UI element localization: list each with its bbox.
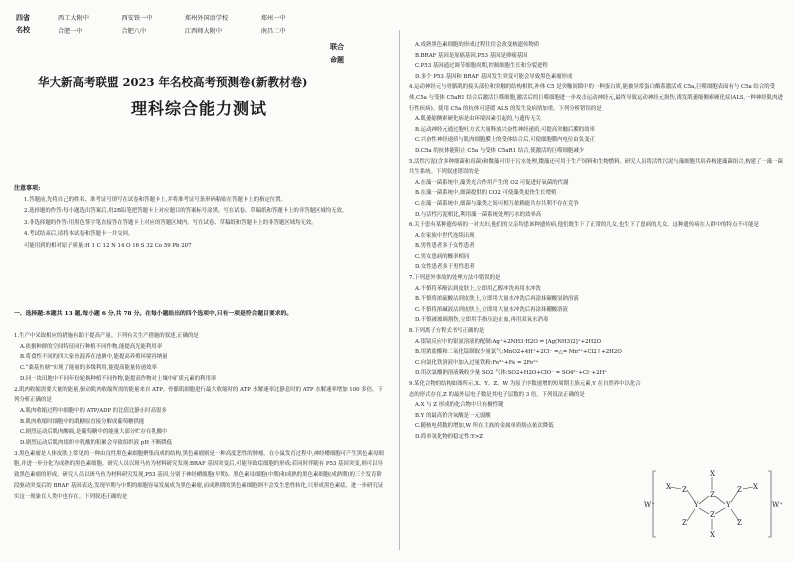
figure-atom-z: Z bbox=[710, 511, 715, 519]
option: B.将食性不同的四大家鱼混养在池塘中,能提高养殖环境容纳量 bbox=[20, 354, 168, 361]
option: A.在藻一菌系统中,藻类光合作用产生的 O2 可促进好氧菌的代谢 bbox=[415, 179, 569, 186]
option: B.不慎将浓硫酸沾到皮肤上,立即用大量水冲洗后再涂抹碳酸氢钠溶液 bbox=[415, 296, 579, 303]
figure-atom-z: Z bbox=[737, 486, 742, 494]
option: C.向氯化铁溶液中加入过量铁粉:Fe³⁺+Fe = 2Fe²⁺ bbox=[415, 359, 539, 366]
union-label bbox=[330, 40, 344, 66]
instruction-item: 4.考试结束后,请将本试卷和答题卡一并交回。 bbox=[24, 231, 134, 238]
instruction-item: 2.选择题的作答:每小题选出答案后,用2B铅笔把答题卡上对应题目的答案标号涂黑。写在试卷、草稿纸和答题卡上的非答题区域均无效。 bbox=[24, 208, 348, 215]
option: C.男女患病的概率相同 bbox=[415, 253, 470, 260]
figure-left-ion: W⁺ bbox=[644, 501, 655, 509]
option: C.P53 基因通过调节细胞周期,控制细胞生长和分裂进程 bbox=[415, 63, 548, 70]
option: B.BRAF 基因是原癌基因,P53 基因是抑癌基因 bbox=[415, 52, 528, 59]
figure-atom-x: X bbox=[666, 483, 671, 491]
question-stem: 7.下列意外事故的处理方法中错误的是 bbox=[409, 275, 501, 282]
option: C.剧烈运动后肌肉酸痛,是葡萄糖中的能量大部分贮存在乳酸中 bbox=[20, 429, 168, 436]
option: B.运动神经元通过胞吐方式大量释放兴奋性神经递质,可提高突触后膜的效率 bbox=[415, 126, 595, 133]
school-name: 西安铁一中 bbox=[121, 15, 153, 22]
instruction-item: 1.答题前,先将自己的姓名、准考证号填写在试卷和答题卡上,并将准考证号条形码粘贴在答题卡上的指定位置。 bbox=[24, 196, 286, 203]
option: C.兴奋性神经递质与肌肉细胞膜上的受体结合后,可使细胞膜内电位由负变正 bbox=[415, 137, 595, 144]
school-name: 合肥一中 bbox=[58, 28, 83, 35]
instruction-item: 3.非选择题的作答:用黑色签字笔直接答在答题卡上对应的答题区域内。写在试卷、草稿纸和答题卡上的非答题区域均无效。 bbox=[24, 219, 317, 226]
column-divider bbox=[399, 30, 400, 550]
figure-atom-x: X bbox=[710, 470, 715, 478]
question-stem: 4.运动神经元与骨骼肌的接头部位和突触的结构相似,补体 C5 是突触间隙中的一种蛋白质,能被异常蛋白酶系激活成 C5a,巨噬细胞表面有与 C5a 结合的受体,C5a 与受体 C5aR1 结合后激活巨噬细胞,激活后的巨噬细胞进一步攻击运动神经元,最终导致运动神经元损伤,诱发肌萎缩侧索硬化症(ALS,一种神经肌肉进行性疾病)。使用 C5a 的抗体可延缓 ALS 的发生及病情加重。下列分析错误的是 bbox=[409, 84, 783, 112]
option: B.用浓盐酸和二氧化锰制取少量氯气:MnO2+4H⁺+2Cl⁻ =△= Mn²⁺+Cl2↑+2H2O bbox=[415, 349, 622, 356]
union-line-1: 联合 bbox=[330, 42, 344, 51]
figure-atom-z: Z bbox=[682, 519, 687, 527]
instructions-heading: 注意事项: bbox=[14, 185, 41, 192]
option: D.女性患者多于男性患者 bbox=[415, 264, 475, 271]
option: D.用次氯酸钠溶液吸收少量 SO2 气体:SO2+H2O+ClO⁻ = SO4²⁻+Cl⁻+2H⁺ bbox=[415, 370, 608, 377]
option: D.多个 P53 基因和 BRAF 基因发生突变可能会导致黑色素瘤形成 bbox=[415, 73, 573, 80]
school-name: 南昌二中 bbox=[260, 28, 286, 35]
question-stem: 2.肌肉收缩需要大量的能量,驱动肌肉收缩所需的能量来自 ATP。骨骼肌细胞进行最大收缩时的 ATP 水解速率比静息时的 ATP 水解速率增加 100 多倍。下列分析正确的是 bbox=[14, 386, 383, 404]
option: C.随核电荷数的增加,W 所在主族的金属单质熔点依次降低 bbox=[415, 423, 554, 430]
school-name: 江西师大附中 bbox=[184, 28, 223, 35]
instructions bbox=[14, 183, 379, 253]
region-line-2: 名校 bbox=[16, 25, 30, 34]
option: A.X 与 Z 形成的化合物中只有极性键 bbox=[415, 402, 504, 409]
option: A.不慎将苯酚沾到皮肤上,立即用乙醇冲洗再用水冲洗 bbox=[415, 285, 541, 292]
question-stem: 6.关于患有某种遗传病的一对夫妇,他们的父亲均患该种遗传病,他们既生下了正常的儿女,也生下了患病的儿女。这种遗传病在人群中的特点不可能是 bbox=[409, 222, 759, 229]
question-stem: 1.生产中采取相应的措施有助于提高产量。下列有关生产措施的叙述,正确的是 bbox=[14, 333, 199, 339]
option: D.同一块田地中不同年份轮换种植不同作物,能提高作物对土壤中矿质元素的利用率 bbox=[20, 375, 217, 382]
figure-atom-x: X bbox=[753, 483, 758, 491]
option: C.“桑基鱼塘”实现了能量的多级利用,能提高能量传递效率 bbox=[20, 365, 157, 372]
region-line-1: 四省 bbox=[16, 13, 30, 22]
option: A.银镜反应中的银氨溶液的配制:Ag⁺+2NH3·H2O ⇌ [Ag(NH3)2]⁺+2H2O bbox=[415, 338, 602, 345]
exam-title: 华大新高考联盟 2023 年名校高考预测卷(新教材卷) bbox=[38, 75, 308, 89]
union-line-2: 命题 bbox=[330, 55, 344, 64]
exam-subtitle: 理科综合能力测试 bbox=[131, 99, 268, 118]
option: D.不慎被玻璃割伤,立即用手指压迫止血,再用双氧水消毒 bbox=[415, 317, 549, 324]
question-stem: 8.下列离子方程式书写正确的是 bbox=[409, 328, 485, 335]
figure-atom-z: Z bbox=[737, 519, 742, 527]
atomic-mass-line: 可能用到的相对原子质量:H 1 C 12 N 14 O 16 S 32 Co 59 Pb 207 bbox=[24, 242, 192, 249]
question-stem: 9.某化合物的结构如图所示,X、Y、Z、W 为原子序数递增的短周期主族元素,Y 在自然界中以化合态的形式存在,Z 的最外层电子数是其电子层数的 3 倍。下列说法正确的是 bbox=[409, 381, 641, 398]
option: B.男性患者多于女性患者 bbox=[415, 243, 475, 250]
figure-atom-x: X bbox=[710, 531, 715, 539]
option: C.不慎将浓碱液沾到皮肤上,立即用大量水冲洗后再涂抹硼酸溶液 bbox=[415, 306, 568, 313]
figure-atom-y: Y bbox=[694, 501, 699, 509]
option: D.C5a 的抗体能阻止 C5a 与受体 C5aR1 结合,使激活的巨噬细胞减少 bbox=[415, 147, 585, 154]
question-stem: 3.黑色素瘤是人体皮肤上常见的一种由良性黑色素细胞聚集而成的结构,黑色素瘤则是一种高度恶性的肿瘤。在小鼠发育过程中,神经嵴细胞可产生黑色素母细胞,并进一步分化为成熟的黑色素细胞。研究人员以斑马鱼为材料研究发现:BRAF 基因突变后,可能导致痣细胞的形成;若同时伴随有 P53 基因突变,则可以导致黑色素瘤的形成。研究人员以斑马鱼为材料研究发现,P53 基因,分别于神经嵴细胞(早期)、黑色素母细胞(中期)和成熟的黑色素细胞(成熟期)的三个发育阶段驱动突变后的 BRAF 基因表达,发现早期与中期的细胞容易发展成为黑色素瘤,而成熟期的黑色素细胞则不会发生恶性转化,只形成黑色素痣。进一步研究证实这一现象在人类中也存在。下列叙述正确的是 bbox=[14, 450, 384, 500]
figure-atom-z: Z bbox=[682, 486, 687, 494]
option: A.成熟黑色素细胞的形成过程往往会改变核遗传物质 bbox=[415, 42, 540, 48]
option: A.依据种群的空间特征同行种植不同作物,能提高光能利用率 bbox=[20, 343, 163, 350]
school-name: 郑州外国语学校 bbox=[184, 15, 229, 22]
figure-atom-y: Y bbox=[726, 501, 731, 509]
question-stem: 5.活性污泥(含多种细菌和真菌)和微藻可用于污水处理,微藻还可用于生产饲料和生物燃料。研究人员将活性污泥与藻细胞共培养构建藻菌组合,构建了一藻一菌共生系统。下列叙述错误的是 bbox=[409, 158, 783, 176]
option: A.在家族中世代连续出现 bbox=[415, 232, 475, 239]
section-heading: 一、选择题:本题共 13 题,每小题 6 分,共 78 分。在每小题给出的四个选项中,只有一项是符合题目要求的。 bbox=[14, 311, 293, 317]
school-name: 郑州一中 bbox=[260, 15, 286, 22]
option: D.简单氢化物的稳定性:Y>Z bbox=[415, 433, 483, 440]
left-questions bbox=[14, 331, 386, 502]
region-label bbox=[16, 12, 30, 36]
school-name: 西工大附中 bbox=[58, 15, 89, 22]
school-name: 合肥八中 bbox=[121, 28, 147, 35]
option: C.在藻一菌系统中,细菌与藻类之间可相互依赖能共存共利不存在竞争 bbox=[415, 200, 579, 207]
figure-right-ion: W⁺ bbox=[772, 501, 783, 509]
option: D.剧烈运动后肌肉组织中乳酸的积累会导致组织液 pH 不断降低 bbox=[20, 440, 173, 447]
right-questions bbox=[409, 40, 787, 443]
structure-figure bbox=[642, 467, 788, 541]
option: B.在藻一菌系统中,细菌提供的 CO2 可使藻类更快生长增殖 bbox=[415, 190, 557, 197]
option: B.Y 的最高价含氧酸是一元弱酸 bbox=[415, 412, 491, 419]
option: A.肌萎缩侧索硬化病是由环境因素引起的,与遗传无关 bbox=[415, 116, 541, 123]
option: B.肌肉收缩时细胞中的肌糖原直接分解成葡萄糖供能 bbox=[20, 418, 145, 425]
option: D.与活性污泥相比,利用藻一菌系统处理污水的效率高 bbox=[415, 211, 542, 218]
figure-atom-z: Z bbox=[710, 491, 715, 499]
school-list bbox=[58, 12, 308, 38]
option: A.肌肉收缩过程中细胞中的 ATP/ADP 的比值比静止时高很多 bbox=[20, 407, 167, 414]
